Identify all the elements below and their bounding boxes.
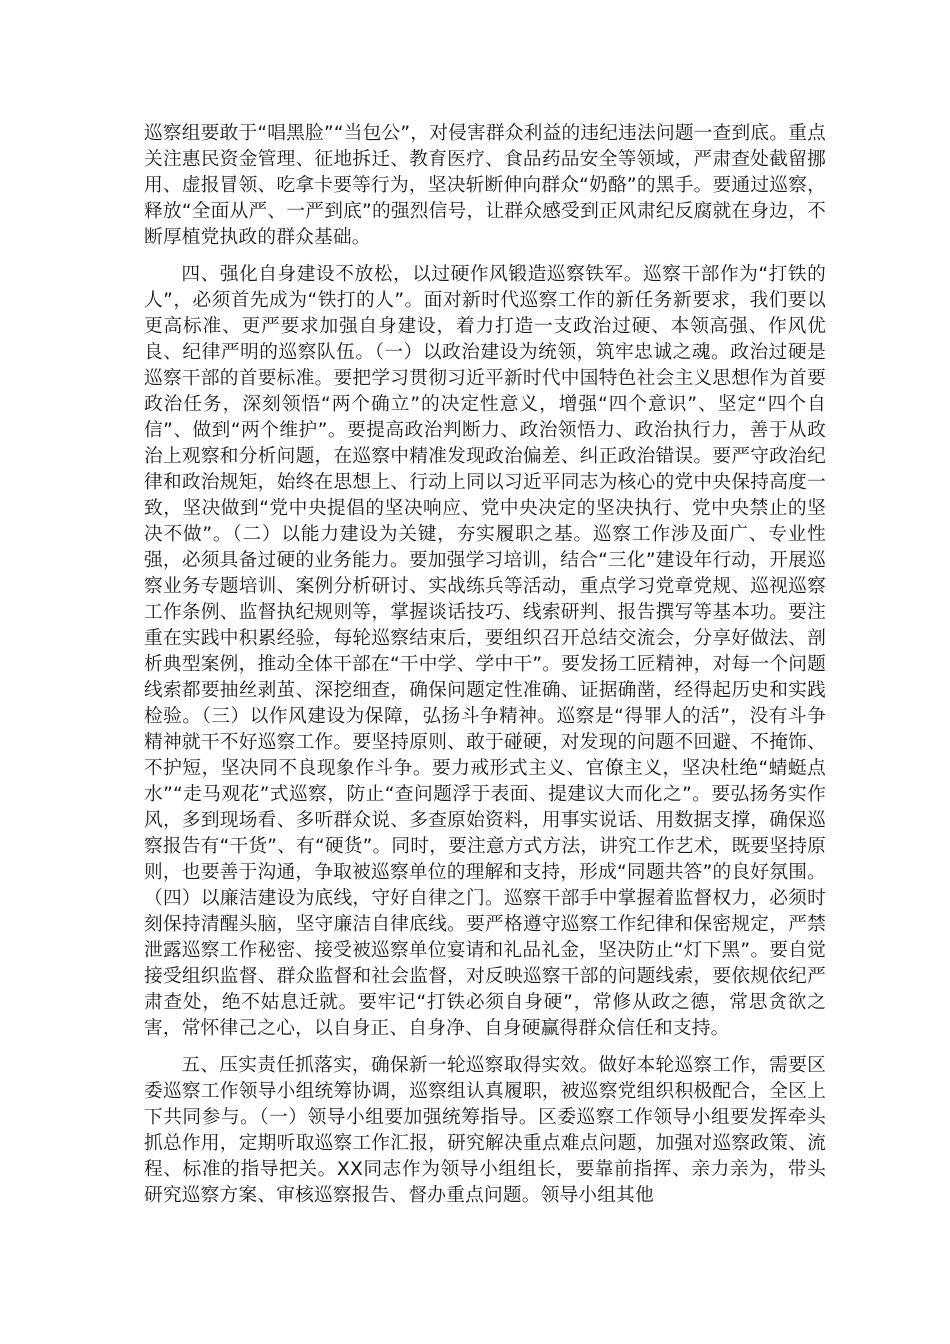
paragraph-1: 巡察组要敢于“唱黑脸”“当包公”，对侵害群众利益的违纪违法问题一查到底。重点关注惠民资金管理、征地拆迁、教育医疗、食品药品安全等领域，严肃查处截留挪用、虚报冒领、吃拿卡要等行为，坚决斩断伸向群众“奶酪”的黑手。要通过巡察，释放“全面从严、一严到底”的强烈信号，让群众感受到正风肃纪反腐就在身边，不断厚植党执政的群众基础。 [144, 123, 826, 248]
paragraph-2: 四、强化自身建设不放松，以过硬作风锻造巡察铁军。巡察干部作为“打铁的人”，必须首先成为“铁打的人”。面对新时代巡察工作的新任务新要求，我们要以更高标准、更严要求加强自身建设，着力打造一支政治过硬、本领高强、作风优良、纪律严明的巡察队伍。（一）以政治建设为统领，筑牢忠诚之魂。政治过硬是巡察干部的首要标准。要把学习贯彻习近平新时代中国特色社会主义思想作为首要政治任务，深刻领悟“两个确立”的决定性意义，增强“四个意识”、坚定“四个自信”、做到“两个维护”。要提高政治判断力、政治领悟力、政治执行力，善于从政治上观察和分析问题，在巡察中精准发现政治偏差、纠正政治错误。要严守政治纪律和政治规矩，始终在思想上、行动上同以习近平同志为核心的党中央保持高度一致，坚决做到“党中央提倡的坚决响应、党中央决定的坚决执行、党中央禁止的坚决不做”。（二）以能力建设为关键，夯实履职之基。巡察工作涉及面广、专业性强，必须具备过硬的业务能力。要加强学习培训，结合“三化”建设年行动，开展巡察业务专题培训、案例分析研讨、实战练兵等活动，重点学习党章党规、巡视巡察工作条例、监督执纪规则等，掌握谈话技巧、线索研判、报告撰写等基本功。要注重在实践中积累经验，每轮巡察结束后，要组织召开总结交流会，分享好做法、剖析典型案例，推动全体干部在“干中学、学中干”。要发扬工匠精神，对每一个问题线索都要抽丝剥茧、深挖细查，确保问题定性准确、证据确凿，经得起历史和实践检验。（三）以作风建设为保障，弘扬斗争精神。巡察是“得罪人的活”，没有斗争精神就干不好巡察工作。要坚持原则、敢于碰硬，对发现的问题不回避、不掩饰、不护短，坚决同不良现象作斗争。要力戒形式主义、官僚主义，坚决杜绝“蜻蜓点水”“走马观花”式巡察，防止“查问题浮于表面、提建议大而化之”。要弘扬务实作风，多到现场看、多听群众说、多查原始资料，用事实说话、用数据支撑，确保巡察报告有“干货”、有“硬货”。同时，要注意方式方法，讲究工作艺术，既要坚持原则，也要善于沟通，争取被巡察单位的理解和支持，形成“同题共答”的良好氛围。（四）以廉洁建设为底线，守好自律之门。巡察干部手中掌握着监督权力，必须时刻保持清醒头脑，坚守廉洁自律底线。要严格遵守巡察工作纪律和保密规定，严禁泄露巡察工作秘密、接受被巡察单位宴请和礼品礼金，坚决防止“灯下黑”。要自觉接受组织监督、群众监督和社会监督，对反映巡察干部的问题线索，要依规依纪严肃查处，绝不姑息迁就。要牢记“打铁必须自身硬”，常修从政之德，常思贪欲之害，常怀律己之心，以自身正、自身净、自身硬赢得群众信任和支持。 [144, 264, 826, 1039]
document-body [144, 121, 826, 1209]
paragraph-3: 五、压实责任抓落实，确保新一轮巡察取得实效。做好本轮巡察工作，需要区委巡察工作领导小组统筹协调，巡察组认真履职，被巡察党组织积极配合，全区上下共同参与。（一）领导小组要加强统筹指导。区委巡察工作领导小组要发挥牵头抓总作用，定期听取巡察工作汇报，研究解决重点难点问题，加强对巡察政策、流程、标准的指导把关。XX同志作为领导小组组长，要靠前指挥、亲力亲为，带头研究巡察方案、审核巡察报告、督办重点问题。领导小组其他 [144, 1055, 826, 1206]
